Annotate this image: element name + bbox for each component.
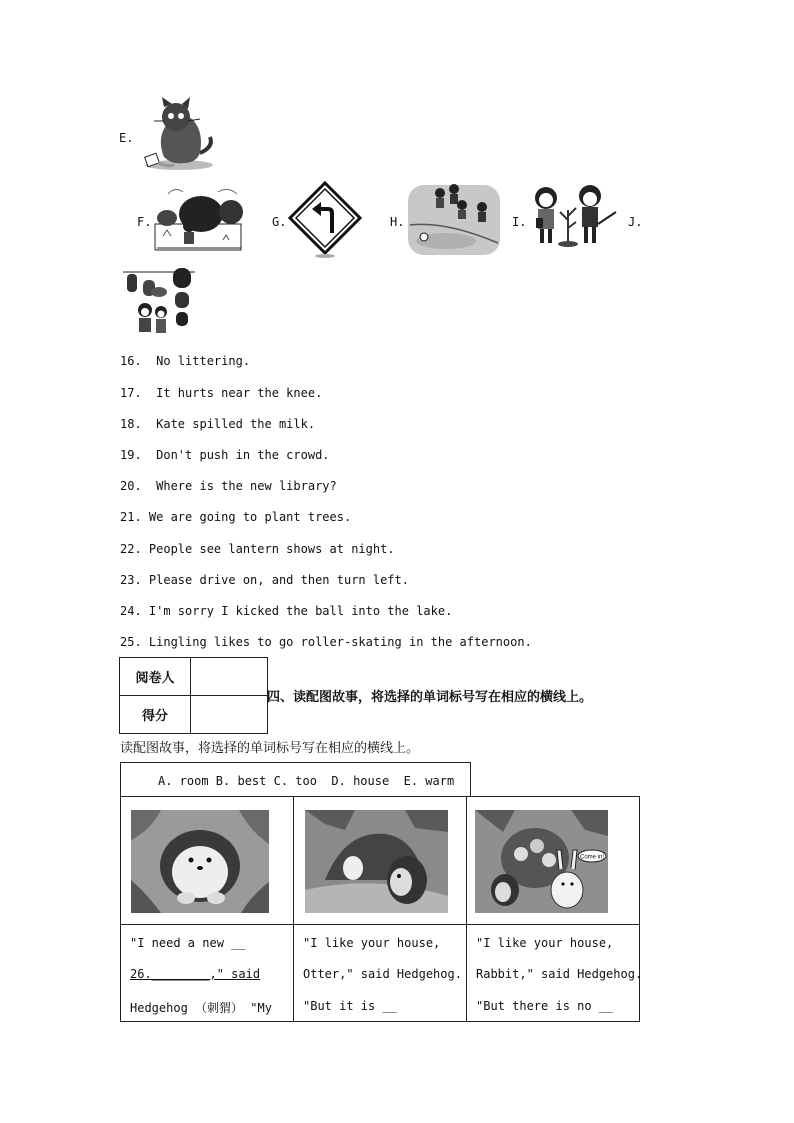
park-littering-image: [153, 186, 243, 256]
reviewer-label: 阅卷人: [120, 658, 191, 696]
hedgehog-image: [131, 810, 269, 913]
reviewer-field[interactable]: [191, 658, 268, 696]
sentence-24: 24. I'm sorry I kicked the ball into the lake.: [120, 604, 453, 618]
story-3-line-2: Rabbit," said Hedgehog.: [476, 967, 643, 981]
label-i: I.: [512, 215, 527, 229]
story-panel-2-text: [294, 925, 467, 1022]
label-j: J.: [628, 215, 643, 229]
section-instruction: 读配图故事，将选择的单词标号写在相应的横线上。: [120, 741, 420, 756]
rabbit-house-image: [475, 810, 608, 913]
otter-house-image: [305, 810, 448, 913]
story-panel-3-text: [467, 925, 643, 1022]
story-3-line-1: "I like your house,: [476, 936, 614, 950]
speech-bubble-text: Come in!: [579, 854, 605, 861]
story-panel-1-text: [121, 925, 294, 1022]
sentence-23: 23. Please drive on, and then turn left.: [120, 573, 409, 587]
kids-kicking-ball-image: [406, 181, 502, 257]
story-table: [120, 796, 643, 1022]
label-g: G.: [272, 215, 287, 229]
cat-spilling-milk-image: [134, 97, 218, 173]
sentence-18: 18. Kate spilled the milk.: [120, 417, 316, 431]
score-field[interactable]: [191, 696, 268, 734]
story-panel-3-image-cell: [467, 797, 640, 925]
story-3-line-3: "But there is no __: [476, 999, 614, 1013]
word-options: A. room B. best C. too D. house E. warm: [158, 774, 455, 788]
score-table: [119, 657, 268, 734]
sentence-16: 16. No littering.: [120, 354, 251, 368]
story-2-line-3: "But it is __: [303, 999, 397, 1013]
turn-left-sign-image: [288, 181, 362, 259]
score-label: 得分: [120, 696, 191, 734]
sentence-21: 21. We are going to plant trees.: [120, 510, 352, 524]
label-e: E.: [119, 131, 134, 145]
sentence-17: 17. It hurts near the knee.: [120, 386, 323, 400]
sentence-22: 22. People see lantern shows at night.: [120, 542, 395, 556]
story-2-line-1: "I like your house,: [303, 936, 441, 950]
lantern-show-image: [121, 266, 197, 340]
word-options-box: [120, 762, 471, 796]
sentence-25: 25. Lingling likes to go roller-skating in the afternoon.: [120, 635, 532, 649]
label-f: F.: [137, 215, 152, 229]
sentence-20: 20. Where is the new library?: [120, 479, 337, 493]
story-1-line-2: [130, 967, 260, 981]
story-panel-1-image-cell: [121, 797, 294, 925]
story-1-line-3: Hedgehog （刺猬） "My: [130, 1001, 272, 1015]
kids-planting-tree-image: [528, 184, 620, 252]
story-1-line-1: "I need a new __: [130, 936, 246, 950]
answer-26[interactable]: 26.________," said: [130, 967, 261, 981]
story-panel-2-image-cell: [294, 797, 467, 925]
sentence-19: 19. Don't push in the crowd.: [120, 448, 330, 462]
label-h: H.: [390, 215, 405, 229]
section-heading: 四、读配图故事，将选择的单词标号写在相应的横线上。: [267, 690, 593, 705]
story-2-line-2: Otter," said Hedgehog.: [303, 967, 462, 981]
